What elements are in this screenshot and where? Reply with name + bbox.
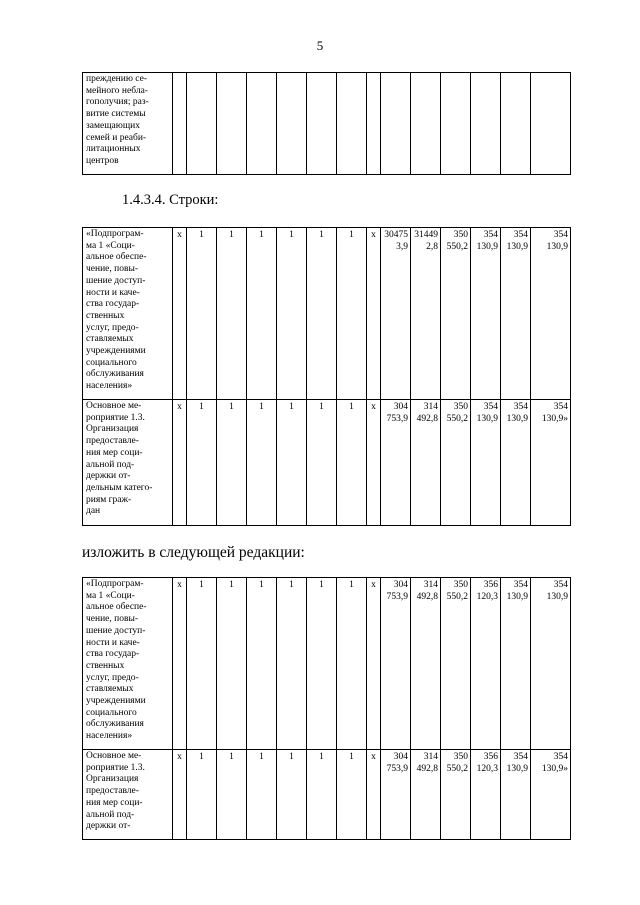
indicator-cell: 1 xyxy=(277,750,307,840)
value-part: 356 xyxy=(483,580,498,590)
value-cell xyxy=(501,578,531,750)
row-name-cell xyxy=(83,400,173,526)
value-part: 753,9 xyxy=(386,591,408,602)
row-name-line: ности и каче- xyxy=(86,637,140,648)
indicator-cell: 1 xyxy=(337,578,367,750)
row-name-line: Основное ме- xyxy=(86,751,142,761)
table-row xyxy=(83,750,571,840)
value-part: 350 xyxy=(453,230,468,240)
indicator-cell: 1 xyxy=(247,228,277,400)
row-name-line: предоставле- xyxy=(86,436,139,447)
row-name-line: ния мер соци- xyxy=(86,447,143,458)
row-name-line: держки от- xyxy=(86,821,131,832)
row-name-line: социального xyxy=(86,707,137,718)
value-cell xyxy=(411,750,441,840)
indicator-cell: 1 xyxy=(277,228,307,400)
row-name-line: услуг, предо- xyxy=(86,322,139,333)
indicator-cell: 1 xyxy=(187,228,217,400)
value-part: 350 xyxy=(453,580,468,590)
row-name-line: ственных xyxy=(86,310,125,321)
page-number: 5 xyxy=(316,38,324,53)
indicator-cell: x xyxy=(367,750,381,840)
row-name-line: роприятие 1.3. xyxy=(86,412,145,423)
empty-cell xyxy=(217,73,247,175)
table-row xyxy=(83,400,571,526)
empty-cell xyxy=(277,73,307,175)
row-name-line: риям граж- xyxy=(86,494,132,505)
empty-cell xyxy=(307,73,337,175)
row-name-line: дан xyxy=(86,506,101,517)
row-name-line: ния мер соци- xyxy=(86,797,143,808)
indicator-cell: 1 xyxy=(187,400,217,526)
value-cell xyxy=(441,750,471,840)
row-name-line: учреждениями xyxy=(86,346,146,357)
indicator-cell: 1 xyxy=(277,578,307,750)
value-part: 120,3 xyxy=(476,591,498,602)
value-cell xyxy=(501,400,531,526)
value-cell xyxy=(471,750,501,840)
row-name-line: обслуживания xyxy=(86,369,144,380)
empty-cell xyxy=(367,73,381,175)
value-part: 354 xyxy=(513,752,528,762)
value-part: 356 xyxy=(483,752,498,762)
value-cell xyxy=(501,750,531,840)
value-part: 492,8 xyxy=(416,413,438,424)
value-part: 354 xyxy=(483,402,498,412)
indicator-cell: 1 xyxy=(247,400,277,526)
value-cell xyxy=(471,228,501,400)
value-cell xyxy=(531,228,571,400)
value-part: 354 xyxy=(553,230,568,240)
row-name-line: альное обеспе- xyxy=(86,252,147,263)
indicator-cell: 1 xyxy=(307,400,337,526)
row-name-line: ства государ- xyxy=(86,649,140,660)
row-name-line: социального xyxy=(86,357,137,368)
row-name-line: ставляемых xyxy=(86,334,134,345)
indicator-cell: x xyxy=(173,578,187,750)
value-part: 120,3 xyxy=(476,763,498,774)
row-name-line: ма 1 «Соци- xyxy=(86,590,135,601)
row-name-line: предоставле- xyxy=(86,786,139,797)
value-part: 130,9 xyxy=(476,241,498,252)
value-part: 30475 xyxy=(384,230,408,240)
row-name-line: замещающих xyxy=(86,120,140,131)
indicator-cell: x xyxy=(367,228,381,400)
value-cell xyxy=(531,578,571,750)
indicator-cell: 1 xyxy=(247,578,277,750)
table-old-rows xyxy=(82,227,571,526)
table-new-rows xyxy=(82,577,571,840)
value-cell xyxy=(441,578,471,750)
value-cell xyxy=(381,228,411,400)
value-part: 354 xyxy=(483,230,498,240)
value-part: 130,9 xyxy=(546,591,568,602)
value-part: 550,2 xyxy=(446,591,468,602)
table-row xyxy=(83,228,571,400)
row-name-line: альное обеспе- xyxy=(86,602,147,613)
indicator-cell: 1 xyxy=(277,400,307,526)
row-name-line: преждению се- xyxy=(86,74,148,84)
indicator-cell: 1 xyxy=(247,750,277,840)
row-name-line: витие системы xyxy=(86,109,146,120)
value-cell xyxy=(501,228,531,400)
row-name-line: Организация xyxy=(86,424,139,435)
indicator-cell: 1 xyxy=(337,228,367,400)
heading-rows-section: 1.4.3.4. Строки: xyxy=(122,192,219,208)
value-cell xyxy=(471,578,501,750)
value-part: 130,9 xyxy=(506,763,528,774)
indicator-cell: 1 xyxy=(217,578,247,750)
row-name-line: Организация xyxy=(86,774,139,785)
value-part: 492,8 xyxy=(416,763,438,774)
value-cell xyxy=(411,400,441,526)
indicator-cell: x xyxy=(173,228,187,400)
value-part: 130,9 xyxy=(506,241,528,252)
value-cell xyxy=(381,400,411,526)
value-part: 354 xyxy=(513,230,528,240)
empty-cell xyxy=(247,73,277,175)
row-name-line: чение, повы- xyxy=(86,614,138,625)
empty-cell xyxy=(337,73,367,175)
row-name-line: ственных xyxy=(86,660,125,671)
empty-cell xyxy=(381,73,411,175)
value-part: 130,9» xyxy=(541,763,568,774)
table-row xyxy=(83,578,571,750)
indicator-cell: 1 xyxy=(307,750,337,840)
row-name-line: роприятие 1.3. xyxy=(86,762,145,773)
row-name-cell xyxy=(83,228,173,400)
row-name-line: шение доступ- xyxy=(86,625,146,636)
row-name-line: дельным катего- xyxy=(86,482,153,493)
value-part: 354 xyxy=(513,580,528,590)
indicator-cell: 1 xyxy=(337,750,367,840)
indicator-cell: x xyxy=(367,400,381,526)
indicator-cell: 1 xyxy=(307,228,337,400)
value-part: 2,8 xyxy=(426,241,438,252)
value-cell xyxy=(441,228,471,400)
indicator-cell: x xyxy=(173,400,187,526)
value-part: 550,2 xyxy=(446,763,468,774)
row-name-line: центров xyxy=(86,155,119,166)
value-part: 31449 xyxy=(414,230,438,240)
row-name-line: ства государ- xyxy=(86,299,140,310)
row-name-cell xyxy=(83,73,173,175)
indicator-cell: 1 xyxy=(187,578,217,750)
indicator-cell: 1 xyxy=(187,750,217,840)
row-name-line: населения» xyxy=(86,381,133,392)
row-name-line: ности и каче- xyxy=(86,287,140,298)
value-part: 130,9 xyxy=(546,241,568,252)
value-part: 3,9 xyxy=(396,241,408,252)
indicator-cell: 1 xyxy=(307,578,337,750)
empty-cell xyxy=(441,73,471,175)
row-name-line: учреждениями xyxy=(86,696,146,707)
empty-cell xyxy=(411,73,441,175)
row-name-cell xyxy=(83,578,173,750)
indicator-cell: x xyxy=(173,750,187,840)
row-name-line: услуг, предо- xyxy=(86,672,139,683)
value-part: 314 xyxy=(423,402,438,412)
row-name-line: семей и реаби- xyxy=(86,132,147,143)
row-name-line: чение, повы- xyxy=(86,264,138,275)
value-cell xyxy=(411,578,441,750)
value-part: 304 xyxy=(393,580,408,590)
value-part: 492,8 xyxy=(416,591,438,602)
empty-cell xyxy=(173,73,187,175)
row-name-line: альной под- xyxy=(86,809,135,820)
value-part: 130,9 xyxy=(506,413,528,424)
row-name-line: литационных xyxy=(86,144,141,155)
indicator-cell: x xyxy=(367,578,381,750)
value-cell xyxy=(471,400,501,526)
indicator-cell: 1 xyxy=(217,750,247,840)
value-cell xyxy=(381,750,411,840)
empty-cell xyxy=(471,73,501,175)
value-part: 314 xyxy=(423,580,438,590)
indicator-cell: 1 xyxy=(217,228,247,400)
value-part: 550,2 xyxy=(446,413,468,424)
top-table-fragment xyxy=(82,72,571,175)
empty-cell xyxy=(187,73,217,175)
value-part: 354 xyxy=(553,402,568,412)
value-part: 550,2 xyxy=(446,241,468,252)
row-name-line: шение доступ- xyxy=(86,275,146,286)
row-name-line: населения» xyxy=(86,731,133,742)
row-name-line: ма 1 «Соци- xyxy=(86,240,135,251)
row-name-line: «Подпрограм- xyxy=(86,229,144,239)
row-name-line: мейного небла- xyxy=(86,85,148,96)
value-part: 753,9 xyxy=(386,413,408,424)
value-cell xyxy=(441,400,471,526)
row-name-line: обслуживания xyxy=(86,719,144,730)
value-part: 304 xyxy=(393,402,408,412)
row-name-line: держки от- xyxy=(86,471,131,482)
heading-new-edition: изложить в следующей редакции: xyxy=(82,544,305,561)
value-part: 350 xyxy=(453,752,468,762)
value-part: 130,9» xyxy=(541,413,568,424)
row-name-line: Основное ме- xyxy=(86,401,142,411)
row-name-line: альной под- xyxy=(86,459,135,470)
row-name-cell xyxy=(83,750,173,840)
row-name-line: ставляемых xyxy=(86,684,134,695)
value-part: 354 xyxy=(553,752,568,762)
empty-cell xyxy=(501,73,531,175)
indicator-cell: 1 xyxy=(217,400,247,526)
value-part: 314 xyxy=(423,752,438,762)
empty-cell xyxy=(531,73,571,175)
value-part: 354 xyxy=(513,402,528,412)
value-part: 350 xyxy=(453,402,468,412)
value-cell xyxy=(531,750,571,840)
value-cell xyxy=(381,578,411,750)
value-cell xyxy=(531,400,571,526)
row-name-line: гополучия; раз- xyxy=(86,97,149,108)
value-part: 130,9 xyxy=(476,413,498,424)
indicator-cell: 1 xyxy=(337,400,367,526)
row-name-line: «Подпрограм- xyxy=(86,579,144,589)
value-part: 354 xyxy=(553,580,568,590)
table-row xyxy=(83,73,571,175)
value-part: 753,9 xyxy=(386,763,408,774)
value-part: 130,9 xyxy=(506,591,528,602)
value-cell xyxy=(411,228,441,400)
value-part: 304 xyxy=(393,752,408,762)
